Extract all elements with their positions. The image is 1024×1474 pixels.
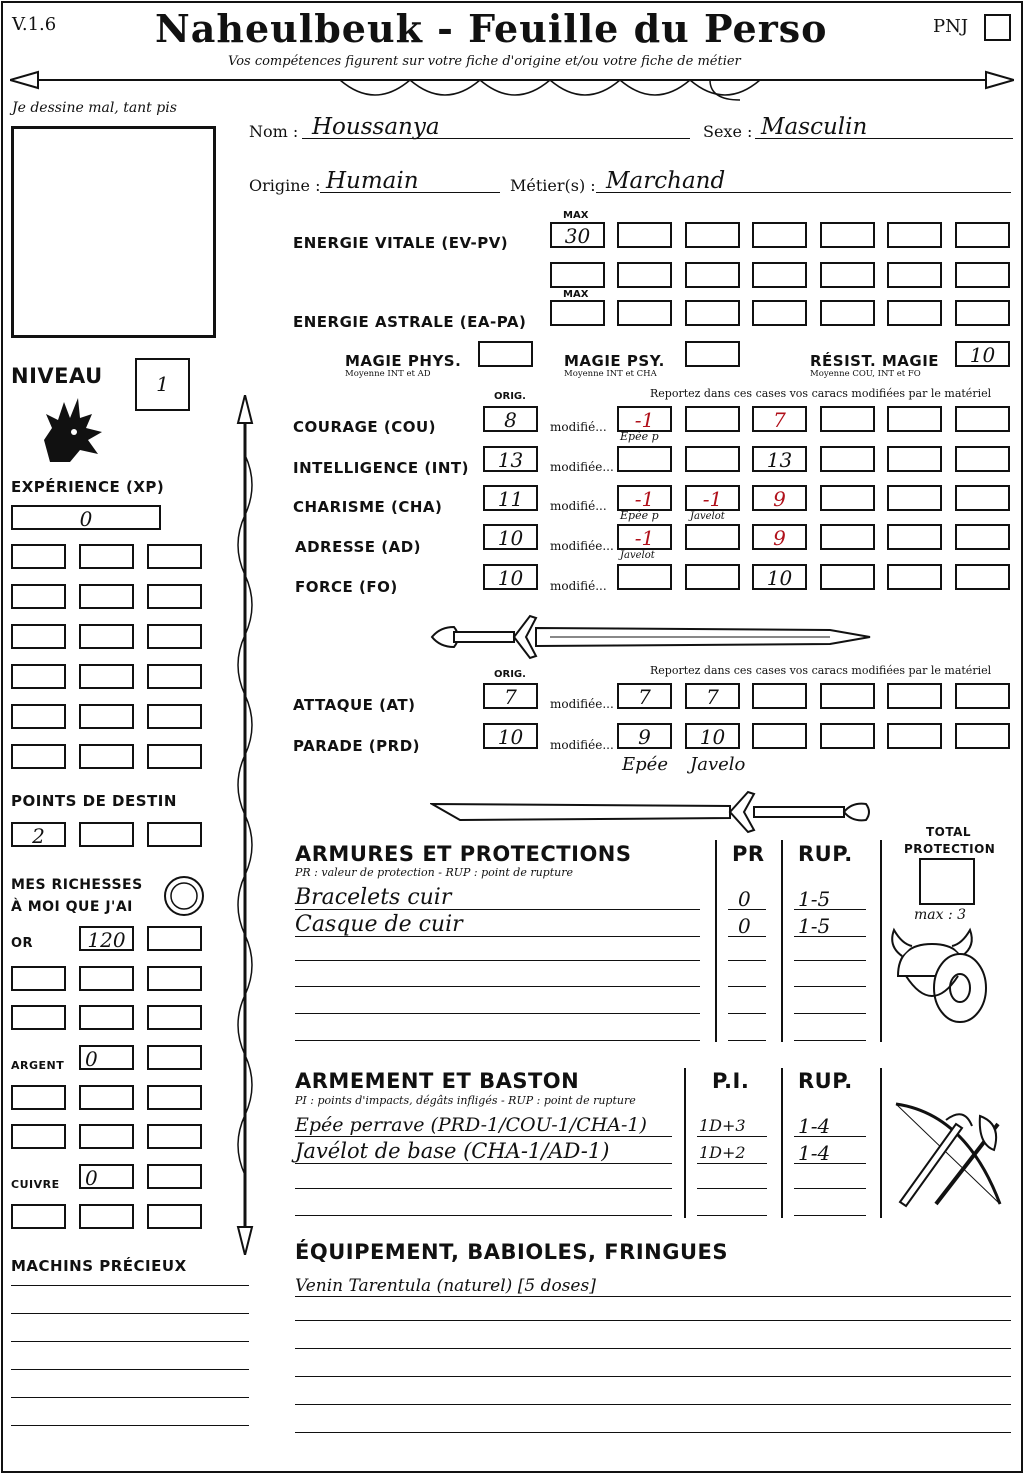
armure-row[interactable] [295, 914, 700, 937]
force-mod-box[interactable] [685, 564, 740, 590]
destin-label: POINTS DE DESTIN [11, 792, 177, 810]
machins-line[interactable] [11, 1313, 249, 1314]
charisme-mod2: -1 [702, 487, 723, 511]
machins-line[interactable] [11, 1425, 249, 1426]
ev-box[interactable] [617, 222, 672, 248]
adresse-label: ADRESSE (AD) [295, 538, 422, 556]
equipement-line[interactable] [295, 1404, 1011, 1405]
armure-row[interactable] [295, 986, 700, 987]
machins-line[interactable] [11, 1397, 249, 1398]
machins-line[interactable] [11, 1369, 249, 1370]
intelligence-orig: 13 [497, 448, 524, 472]
argent-cell[interactable] [79, 1085, 134, 1110]
parade-mod2: 10 [699, 725, 726, 749]
arme-pi[interactable] [697, 1215, 767, 1216]
armure-pr-value: 0 [738, 887, 751, 911]
xp-cell[interactable] [11, 624, 66, 649]
arme-name: Epée perrave (PRD-1/COU-1/CHA-1) [295, 1114, 647, 1136]
equipement-item: Venin Tarentula (naturel) [5 doses] [295, 1276, 596, 1296]
carac-orig-label: ORIG. [494, 391, 526, 402]
combat-col2-note: Javelo [690, 754, 746, 775]
nom-value: Houssanya [312, 114, 440, 140]
adresse-mod3: 9 [773, 526, 786, 550]
metier-value: Marchand [606, 168, 726, 194]
combat-note: Reportez dans ces cases vos caracs modifiées par le matériel [650, 664, 992, 677]
ev-box[interactable] [887, 222, 942, 248]
courage-mod-box[interactable] [752, 406, 807, 432]
ev-box[interactable] [752, 222, 807, 248]
magie-phys-sub: Moyenne INT et AD [345, 369, 431, 379]
adresse-mod1: -1 [634, 526, 655, 550]
equipement-line[interactable] [295, 1348, 1011, 1349]
argent-cell[interactable] [147, 1124, 202, 1149]
arme-rup[interactable] [794, 1141, 866, 1164]
xp-cell[interactable] [147, 664, 202, 689]
destin-box[interactable] [11, 822, 66, 847]
ea-max-box[interactable] [550, 300, 605, 326]
armement-divider [880, 1068, 882, 1218]
machins-line[interactable] [11, 1341, 249, 1342]
charisme-mod-box[interactable] [887, 485, 942, 511]
courage-label: COURAGE (COU) [293, 418, 437, 436]
argent-cell[interactable] [147, 1085, 202, 1110]
intelligence-mod-box[interactable] [955, 446, 1010, 472]
armure-rup-value: 1-5 [798, 887, 831, 911]
metier-field[interactable] [596, 170, 1011, 193]
force-mod-box[interactable] [752, 564, 807, 590]
sword-icon [430, 790, 872, 836]
max-note: max : 3 [914, 907, 967, 923]
xp-box[interactable] [11, 505, 161, 530]
xp-cell[interactable] [79, 624, 134, 649]
arme-rup[interactable] [794, 1188, 866, 1189]
attaque-label: ATTAQUE (AT) [293, 696, 416, 714]
parade-orig-box[interactable] [483, 723, 538, 749]
magie-phys-box[interactable] [478, 341, 533, 367]
armures-pr-header: PR [732, 842, 765, 866]
ev-label: ENERGIE VITALE (EV-PV) [293, 234, 509, 252]
adresse-mod1-note: Javelot [620, 550, 655, 561]
courage-mod-box[interactable] [887, 406, 942, 432]
machins-precieux-label: MACHINS PRÉCIEUX [11, 1257, 187, 1275]
or-cell[interactable] [147, 1005, 202, 1030]
armure-row[interactable] [295, 1013, 700, 1014]
magie-psy-box[interactable] [685, 341, 740, 367]
charisme-mod-box[interactable] [617, 485, 672, 511]
nom-label: Nom : [249, 122, 299, 141]
adresse-mod-box[interactable] [955, 524, 1010, 550]
armement-pi-header: P.I. [712, 1069, 750, 1093]
armure-row[interactable] [295, 887, 700, 910]
xp-value: 0 [79, 507, 93, 531]
armures-divider [781, 840, 783, 1042]
destin-box[interactable] [79, 822, 134, 847]
charisme-modifie-label: modifié... [550, 499, 607, 513]
ev-box[interactable] [820, 222, 875, 248]
parade-modifie-label: modifiée... [550, 738, 614, 752]
ea-max-label: MAX [563, 289, 589, 300]
xp-cell[interactable] [79, 744, 134, 769]
charisme-mod2-note: Javelot [690, 511, 725, 522]
parade-mod-box[interactable] [820, 723, 875, 749]
or-label: OR [11, 936, 34, 951]
combat-col1-note: Epée [622, 754, 668, 775]
armures-rup-header: RUP. [798, 842, 853, 866]
armement-divider [781, 1068, 783, 1218]
arme-rup-value: 1-4 [798, 1114, 831, 1138]
parade-mod-box[interactable] [752, 723, 807, 749]
origine-label: Origine : [249, 176, 321, 195]
origine-field[interactable] [320, 170, 500, 193]
charisme-orig: 11 [497, 487, 524, 511]
charisme-mod3: 9 [773, 487, 786, 511]
ev-box[interactable] [685, 222, 740, 248]
armure-row[interactable] [295, 1040, 700, 1041]
xp-cell[interactable] [79, 544, 134, 569]
attaque-mod-box[interactable] [887, 683, 942, 709]
xp-cell[interactable] [11, 744, 66, 769]
or-cell[interactable] [79, 966, 134, 991]
version-label: V.1.6 [12, 14, 57, 35]
cuivre-cell[interactable] [147, 1164, 202, 1189]
arme-pi[interactable] [697, 1141, 767, 1164]
resist-magie-value: 10 [969, 343, 996, 367]
armure-name: Bracelets cuir [295, 885, 452, 910]
armement-sub: PI : points d'impacts, dégâts infligés - RUP : point de rupture [295, 1094, 636, 1107]
adresse-modifie-label: modifiée... [550, 539, 614, 553]
resist-magie-sub: Moyenne COU, INT et FO [810, 369, 921, 379]
adresse-mod-box[interactable] [820, 524, 875, 550]
parade-label: PARADE (PRD) [293, 737, 421, 755]
sexe-field[interactable] [755, 116, 1013, 139]
armure-rup[interactable] [794, 914, 866, 937]
ea-box[interactable] [887, 300, 942, 326]
armure-rup[interactable] [794, 1013, 866, 1014]
richesses-label-1: MES RICHESSES [11, 877, 143, 893]
ev-box[interactable] [685, 262, 740, 288]
argent-value: 0 [85, 1047, 98, 1071]
arme-row[interactable] [295, 1141, 672, 1164]
arme-pi[interactable] [697, 1188, 767, 1189]
adresse-mod-box[interactable] [887, 524, 942, 550]
arme-row[interactable] [295, 1215, 672, 1216]
attaque-mod2: 7 [706, 685, 719, 709]
argent-cell[interactable] [147, 1045, 202, 1070]
courage-orig: 8 [504, 408, 517, 432]
xp-cell[interactable] [11, 544, 66, 569]
courage-mod1-note: Epée p [620, 430, 659, 443]
magie-phys-label: MAGIE PHYS. [345, 352, 462, 370]
xp-cell[interactable] [147, 704, 202, 729]
ev-max-box[interactable] [550, 222, 605, 248]
armement-rup-header: RUP. [798, 1069, 853, 1093]
charisme-mod-box[interactable] [955, 485, 1010, 511]
combat-orig-label: ORIG. [494, 669, 526, 680]
or-cell[interactable] [11, 966, 66, 991]
courage-mod-box[interactable] [955, 406, 1010, 432]
armure-rup[interactable] [794, 986, 866, 987]
intelligence-mod-box[interactable] [820, 446, 875, 472]
xp-cell[interactable] [79, 704, 134, 729]
ea-box[interactable] [955, 300, 1010, 326]
pnj-label: PNJ [933, 16, 969, 37]
attaque-mod-box[interactable] [820, 683, 875, 709]
xp-cell[interactable] [147, 584, 202, 609]
adresse-mod-box[interactable] [685, 524, 740, 550]
sword-icon [430, 612, 872, 662]
charisme-mod-box[interactable] [752, 485, 807, 511]
arme-row[interactable] [295, 1188, 672, 1189]
armure-name: Casque de cuir [295, 912, 463, 937]
equipement-line[interactable] [295, 1376, 1011, 1377]
courage-modifie-label: modifié... [550, 420, 607, 434]
armure-pr[interactable] [728, 914, 766, 937]
ev-max-value: 30 [564, 224, 591, 248]
ev-box[interactable] [617, 262, 672, 288]
cuivre-cell[interactable] [79, 1204, 134, 1229]
attaque-orig-box[interactable] [483, 683, 538, 709]
ev-box[interactable] [820, 262, 875, 288]
courage-mod-box[interactable] [685, 406, 740, 432]
armement-title: ARMEMENT ET BASTON [295, 1069, 580, 1093]
intelligence-label: INTELLIGENCE (INT) [293, 459, 469, 477]
destin-value: 2 [32, 824, 45, 848]
total-protection-label-1: TOTAL [926, 825, 972, 839]
argent-cell[interactable] [11, 1085, 66, 1110]
charisme-mod-box[interactable] [820, 485, 875, 511]
arme-pi-value: 1D+3 [699, 1116, 746, 1135]
force-mod-box[interactable] [820, 564, 875, 590]
armure-pr[interactable] [728, 887, 766, 910]
xp-cell[interactable] [79, 584, 134, 609]
xp-cell[interactable] [147, 544, 202, 569]
armure-row[interactable] [295, 960, 700, 961]
attaque-mod-box[interactable] [955, 683, 1010, 709]
ev-box[interactable] [955, 222, 1010, 248]
attaque-mod-box[interactable] [752, 683, 807, 709]
adresse-orig-box[interactable] [483, 524, 538, 550]
attaque-modifie-label: modifiée... [550, 697, 614, 711]
ea-box[interactable] [752, 300, 807, 326]
equipement-title: ÉQUIPEMENT, BABIOLES, FRINGUES [295, 1240, 728, 1264]
force-orig: 10 [497, 566, 524, 590]
argent-cell[interactable] [11, 1124, 66, 1149]
page-title: Naheulbeuk - Feuille du Perso [155, 6, 828, 51]
intelligence-mod-box[interactable] [752, 446, 807, 472]
force-mod-box[interactable] [955, 564, 1010, 590]
ev-box[interactable] [550, 262, 605, 288]
intelligence-mod3: 13 [766, 448, 793, 472]
or-cell[interactable] [79, 1005, 134, 1030]
courage-mod1: -1 [634, 408, 655, 432]
portrait-caption: Je dessine mal, tant pis [12, 100, 177, 116]
origine-value: Humain [326, 168, 419, 194]
portrait-box[interactable] [11, 126, 216, 338]
adresse-mod-box[interactable] [752, 524, 807, 550]
niveau-value: 1 [156, 372, 169, 396]
resist-magie-label: RÉSIST. MAGIE [810, 352, 940, 370]
weapons-bow-axe-icon [886, 1094, 1012, 1218]
arme-rup-value: 1-4 [798, 1141, 831, 1165]
adresse-mod-box[interactable] [617, 524, 672, 550]
machins-line[interactable] [11, 1285, 249, 1286]
sexe-value: Masculin [761, 114, 868, 140]
xp-label: EXPÉRIENCE (XP) [11, 478, 165, 496]
xp-cell[interactable] [147, 744, 202, 769]
courage-orig-box[interactable] [483, 406, 538, 432]
cuivre-cell[interactable] [11, 1204, 66, 1229]
courage-mod3: 7 [773, 408, 786, 432]
force-modifie-label: modifié... [550, 579, 607, 593]
armures-divider [715, 840, 717, 1042]
adresse-orig: 10 [497, 526, 524, 550]
intelligence-mod-box[interactable] [617, 446, 672, 472]
arme-rup[interactable] [794, 1114, 866, 1137]
force-mod3: 10 [766, 566, 793, 590]
arme-row[interactable] [295, 1114, 672, 1137]
parade-mod-box[interactable] [887, 723, 942, 749]
attaque-mod1: 7 [638, 685, 651, 709]
intelligence-modifie-label: modifiée... [550, 460, 614, 474]
charisme-mod1-note: Epée p [620, 509, 659, 522]
or-value: 120 [87, 928, 126, 952]
argent-cell[interactable] [79, 1124, 134, 1149]
argent-box[interactable] [79, 1045, 134, 1070]
attaque-mod-box[interactable] [617, 683, 672, 709]
armement-divider [684, 1068, 686, 1218]
coin-icon [162, 874, 206, 918]
richesses-label-2: À MOI QUE J'AI [11, 899, 133, 915]
magie-psy-sub: Moyenne INT et CHA [564, 369, 657, 379]
or-cell[interactable] [11, 1005, 66, 1030]
resist-magie-box[interactable] [955, 341, 1010, 367]
parade-mod-box[interactable] [617, 723, 672, 749]
xp-cell[interactable] [11, 584, 66, 609]
armure-pr[interactable] [728, 986, 766, 987]
xp-cell[interactable] [79, 664, 134, 689]
sexe-label: Sexe : [703, 122, 753, 141]
charisme-orig-box[interactable] [483, 485, 538, 511]
ev-max-label: MAX [563, 210, 589, 221]
cuivre-box[interactable] [79, 1164, 134, 1189]
ev-box[interactable] [752, 262, 807, 288]
armure-rup-value: 1-5 [798, 914, 831, 938]
arme-rup[interactable] [794, 1215, 866, 1216]
charisme-mod1: -1 [634, 487, 655, 511]
cuivre-value: 0 [85, 1166, 98, 1190]
armure-pr[interactable] [728, 960, 766, 961]
attaque-orig: 7 [504, 685, 517, 709]
arme-pi-value: 1D+2 [699, 1143, 746, 1162]
armures-sub: PR : valeur de protection - RUP : point de rupture [295, 866, 573, 879]
xp-cell[interactable] [147, 624, 202, 649]
page-subtitle: Vos compétences figurent sur votre fiche d'origine et/ou votre fiche de métier [228, 54, 741, 69]
or-cell[interactable] [147, 926, 202, 951]
equipement-line[interactable] [295, 1276, 1011, 1297]
ea-box[interactable] [820, 300, 875, 326]
total-protection-label-2: PROTECTION [904, 842, 996, 856]
dragon-icon [40, 392, 106, 464]
equipement-line[interactable] [295, 1320, 1011, 1321]
intelligence-orig-box[interactable] [483, 446, 538, 472]
force-mod-box[interactable] [617, 564, 672, 590]
parade-mod-box[interactable] [685, 723, 740, 749]
ea-box[interactable] [617, 300, 672, 326]
metier-label: Métier(s) : [510, 176, 596, 195]
armure-rup[interactable] [794, 1040, 866, 1041]
vertical-spear-icon [225, 395, 265, 1255]
destin-box[interactable] [147, 822, 202, 847]
ea-box[interactable] [685, 300, 740, 326]
force-mod-box[interactable] [887, 564, 942, 590]
charisme-label: CHARISME (CHA) [293, 498, 443, 516]
armure-rup[interactable] [794, 887, 866, 910]
total-protection-box[interactable] [919, 858, 975, 905]
force-label: FORCE (FO) [295, 578, 398, 596]
courage-mod-box[interactable] [820, 406, 875, 432]
equipement-line[interactable] [295, 1432, 1011, 1433]
helmet-shield-icon [888, 926, 996, 1026]
armure-rup[interactable] [794, 960, 866, 961]
arme-name: Javélot de base (CHA-1/AD-1) [295, 1139, 610, 1163]
armure-pr-value: 0 [738, 914, 751, 938]
ea-label: ENERGIE ASTRALE (EA-PA) [293, 313, 527, 331]
attaque-mod-box[interactable] [685, 683, 740, 709]
xp-cell[interactable] [11, 704, 66, 729]
or-box[interactable] [79, 926, 134, 951]
pnj-checkbox[interactable] [984, 14, 1011, 41]
armure-pr[interactable] [728, 1013, 766, 1014]
cuivre-cell[interactable] [147, 1204, 202, 1229]
parade-mod-box[interactable] [955, 723, 1010, 749]
intelligence-mod-box[interactable] [887, 446, 942, 472]
carac-note: Reportez dans ces cases vos caracs modifiées par le matériel [650, 387, 992, 400]
magie-psy-label: MAGIE PSY. [564, 352, 665, 370]
parade-mod1: 9 [638, 725, 651, 749]
armure-pr[interactable] [728, 1040, 766, 1041]
xp-cell[interactable] [11, 664, 66, 689]
intelligence-mod-box[interactable] [685, 446, 740, 472]
armures-divider [880, 840, 882, 1042]
niveau-label: NIVEAU [11, 364, 103, 388]
parade-orig: 10 [497, 725, 524, 749]
argent-label: ARGENT [11, 1059, 65, 1072]
arme-pi[interactable] [697, 1114, 767, 1137]
ev-box[interactable] [955, 262, 1010, 288]
or-cell[interactable] [147, 966, 202, 991]
ev-box[interactable] [887, 262, 942, 288]
courage-mod-box[interactable] [617, 406, 672, 432]
niveau-box[interactable] [135, 358, 190, 411]
charisme-mod-box[interactable] [685, 485, 740, 511]
force-orig-box[interactable] [483, 564, 538, 590]
armures-title: ARMURES ET PROTECTIONS [295, 842, 632, 866]
cuivre-label: CUIVRE [11, 1178, 60, 1191]
nom-field[interactable] [302, 116, 690, 139]
